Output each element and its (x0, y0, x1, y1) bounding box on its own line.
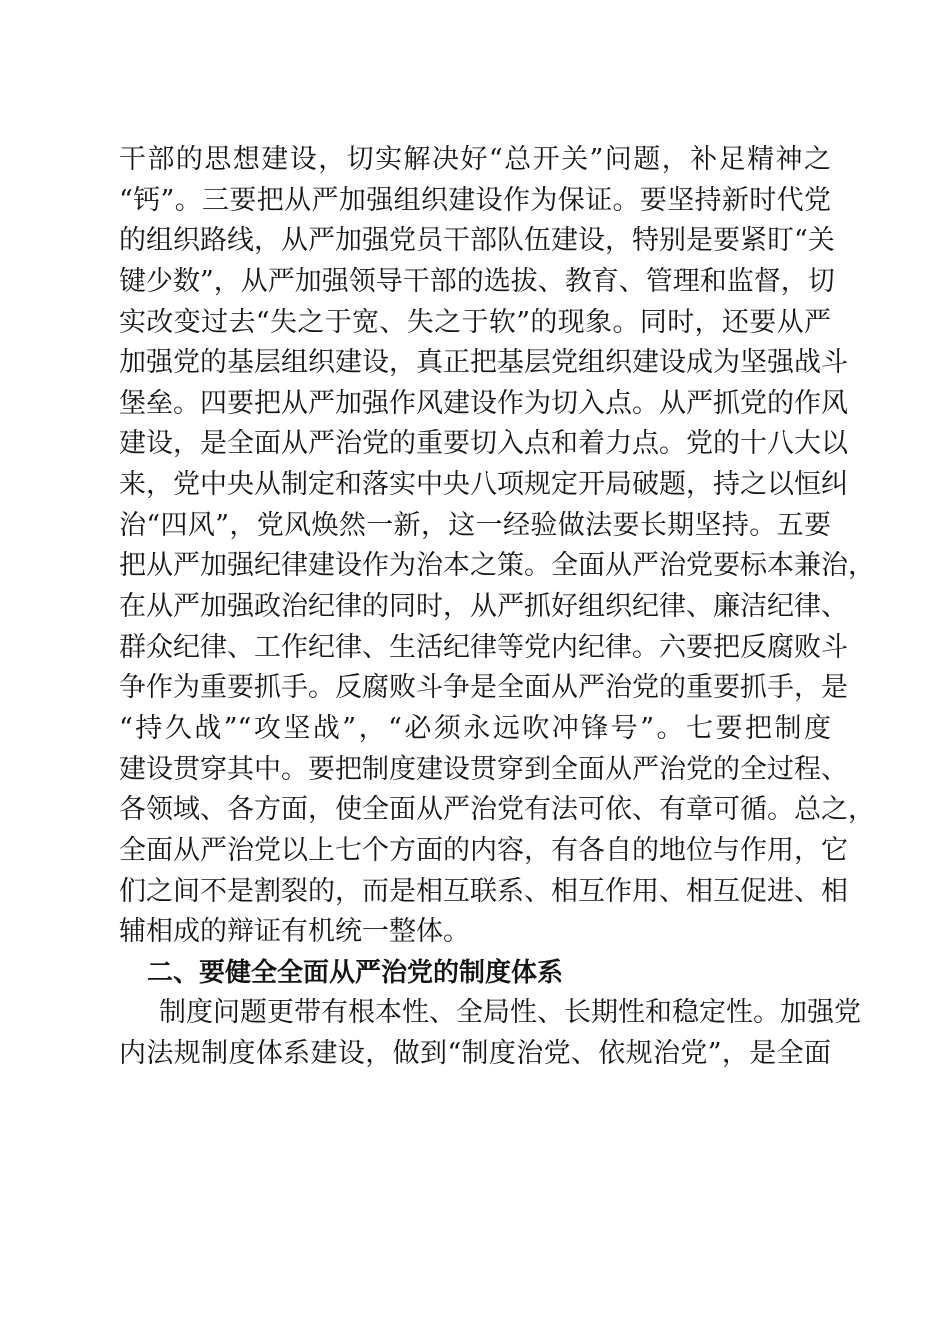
paragraph-line: “持久战”“攻坚战”，“必须永远吹冲锋号”。七要把制度 (119, 712, 831, 744)
document-body (119, 140, 875, 1075)
paragraph-line: 加强党的基层组织建设，真正把基层党组织建设成为坚强战斗 (119, 347, 848, 379)
paragraph-line: 来，党中央从制定和落实中央八项规定开局破题，持之以恒纠 (119, 469, 848, 501)
paragraph-line: 们之间不是割裂的，而是相互联系、相互作用、相互促进、相 (119, 875, 848, 907)
paragraph-line: 键少数”，从严加强领导干部的选拔、教育、管理和监督，切 (119, 265, 835, 297)
paragraph-line: “钙”。三要把从严加强组织建设作为保证。要坚持新时代党 (119, 184, 831, 216)
paragraph-line: 的组织路线，从严加强党员干部队伍建设，特别是要紧盯“关 (119, 225, 835, 257)
paragraph-line: 群众纪律、工作纪律、生活纪律等党内纪律。六要把反腐败斗 (119, 631, 848, 663)
paragraph-line: 在从严加强政治纪律的同时，从严抓好组织纪律、廉洁纪律、 (119, 591, 848, 623)
paragraph-line: 干部的思想建设，切实解决好“总开关”问题，补足精神之 (119, 144, 831, 175)
paragraph-line: 实改变过去“失之于宽、失之于软”的现象。同时，还要从严 (119, 306, 831, 338)
paragraph-line: 治“四风”，党风焕然一新，这一经验做法要长期坚持。五要 (119, 509, 831, 541)
paragraph-line: 建设，是全面从严治党的重要切入点和着力点。党的十八大以 (119, 428, 848, 460)
paragraph-line: 全面从严治党以上七个方面的内容，有各自的地位与作用，它 (119, 834, 848, 866)
paragraph-line: 辅相成的辩证有机统一整体。 (119, 916, 470, 948)
paragraph-line: 把从严加强纪律建设作为治本之策。全面从严治党要标本兼治， (119, 550, 875, 582)
section-heading: 二、要健全全面从严治党的制度体系 (147, 957, 564, 988)
paragraph-line: 各领域、各方面，使全面从严治党有法可依、有章可循。总之， (119, 794, 875, 826)
paragraph-line: 内法规制度体系建设，做到“制度治党、依规治党”，是全面 (119, 1038, 831, 1070)
paragraph-line: 堡垒。四要把从严加强作风建设作为切入点。从严抓党的作风 (119, 387, 848, 419)
paragraph-line: 争作为重要抓手。反腐败斗争是全面从严治党的重要抓手，是 (119, 672, 848, 704)
paragraph-line: 制度问题更带有根本性、全局性、长期性和稳定性。加强党 (159, 997, 861, 1029)
paragraph-line: 建设贯穿其中。要把制度建设贯穿到全面从严治党的全过程、 (119, 753, 848, 785)
